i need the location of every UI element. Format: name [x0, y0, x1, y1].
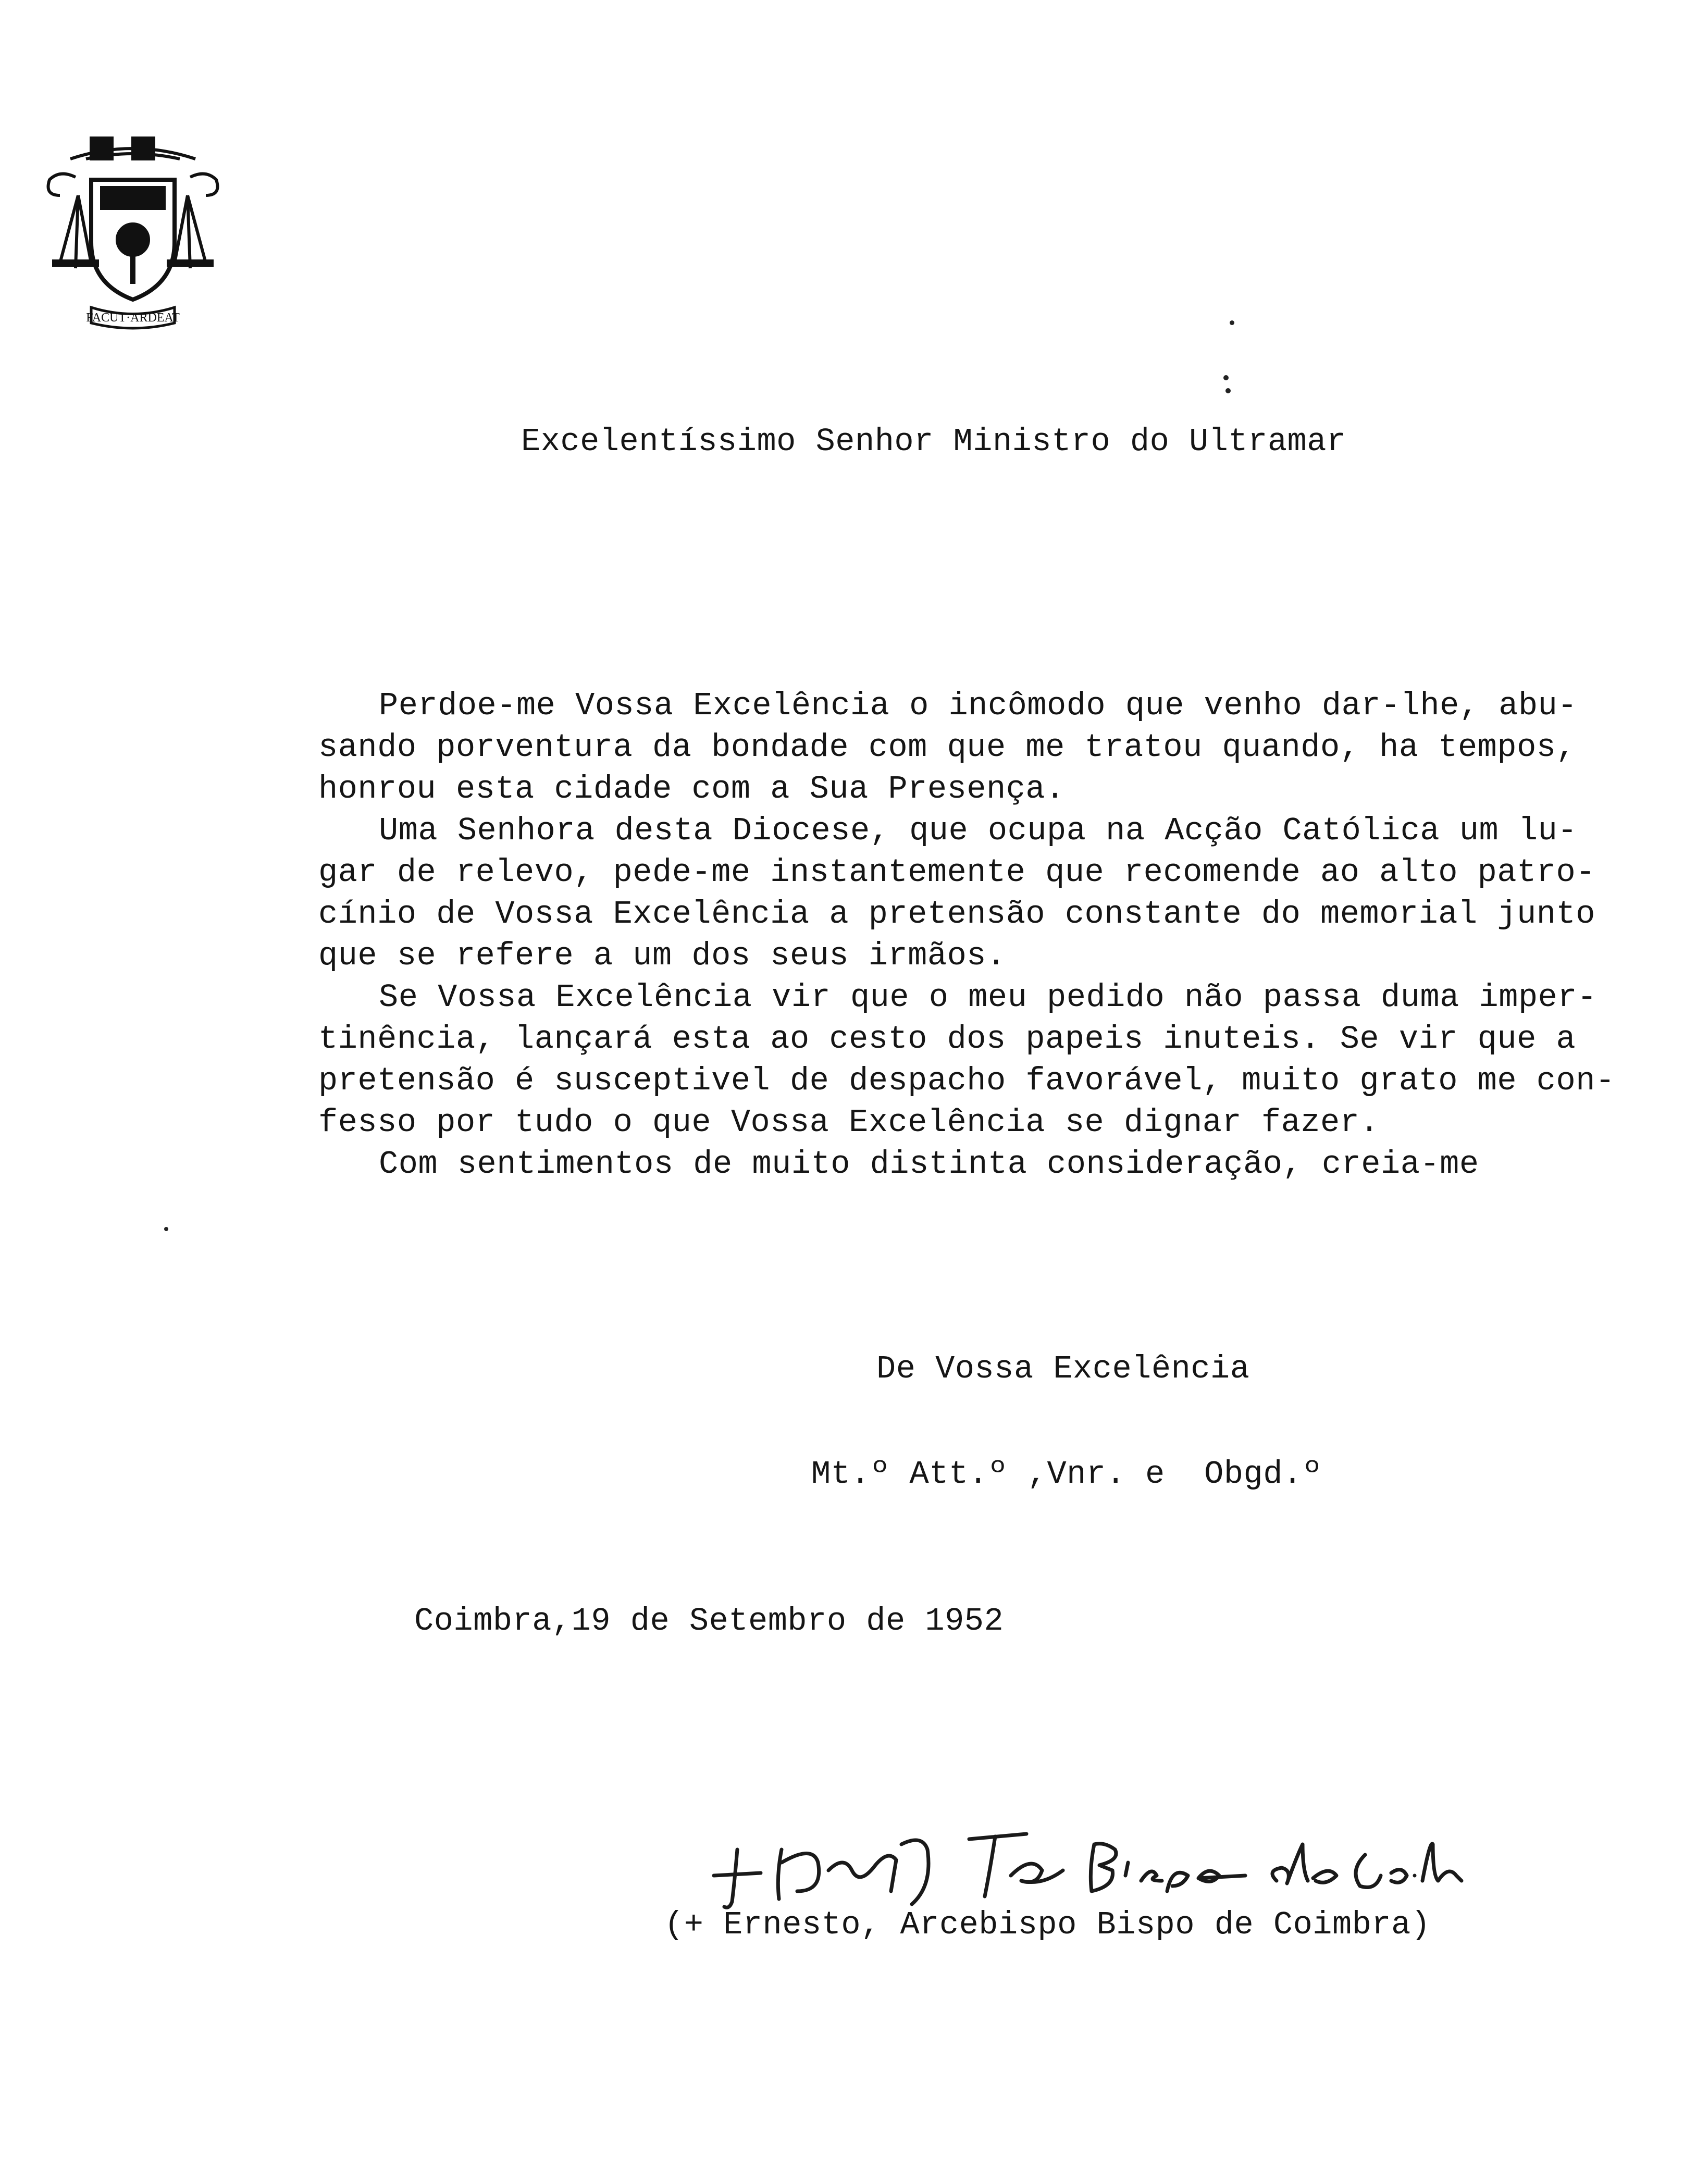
signer-typed-name: (+ Ernesto, Arcebispo Bispo de Coimbra)	[664, 1906, 1431, 1943]
body-line: cínio de Vossa Excelência a pretensão constante do memorial junto	[318, 896, 1595, 933]
speck	[1225, 388, 1231, 393]
closing-courtesy: Mt.º Att.º ,Vnr. e Obgd.º	[811, 1456, 1322, 1493]
body-line: tinência, lançará esta ao cesto dos papeis inuteis. Se vir que a	[318, 1021, 1576, 1058]
body-line: gar de relevo, pede-me instantemente que recomende ao alto patro-	[318, 854, 1595, 891]
date-line: Coimbra,19 de Setembro de 1952	[414, 1603, 1004, 1640]
body-line: Se Vossa Excelência vir que o meu pedido não passa duma imper-	[379, 979, 1597, 1016]
speck	[164, 1227, 168, 1231]
body-line: sando porventura da bondade com que me tratou quando, ha tempos,	[318, 729, 1576, 766]
body-line: que se refere a um dos seus irmãos.	[318, 937, 1006, 974]
speck	[1230, 320, 1234, 325]
body-line: Uma Senhora desta Diocese, que ocupa na Acção Católica um lu-	[379, 812, 1578, 849]
closing-salutation: De Vossa Excelência	[876, 1350, 1250, 1387]
episcopal-coat-of-arms-icon	[29, 128, 237, 336]
speck	[1223, 375, 1229, 380]
body-line: Perdoe-me Vossa Excelência o incômodo que venho dar-lhe, abu-	[379, 687, 1578, 724]
body-line: fesso por tudo o que Vossa Excelência se dignar fazer.	[318, 1104, 1380, 1141]
body-line: Com sentimentos de muito distinta consideração, creia-me	[379, 1146, 1479, 1183]
crest-motto: FACUT·ARDEAT	[86, 311, 180, 325]
body-line: pretensão é susceptivel de despacho favorável, muito grato me con-	[318, 1062, 1615, 1099]
handwritten-signature	[703, 1813, 1464, 1917]
body-line: honrou esta cidade com a Sua Presença.	[318, 771, 1065, 808]
addressee: Excelentíssimo Senhor Ministro do Ultramar	[521, 423, 1346, 460]
